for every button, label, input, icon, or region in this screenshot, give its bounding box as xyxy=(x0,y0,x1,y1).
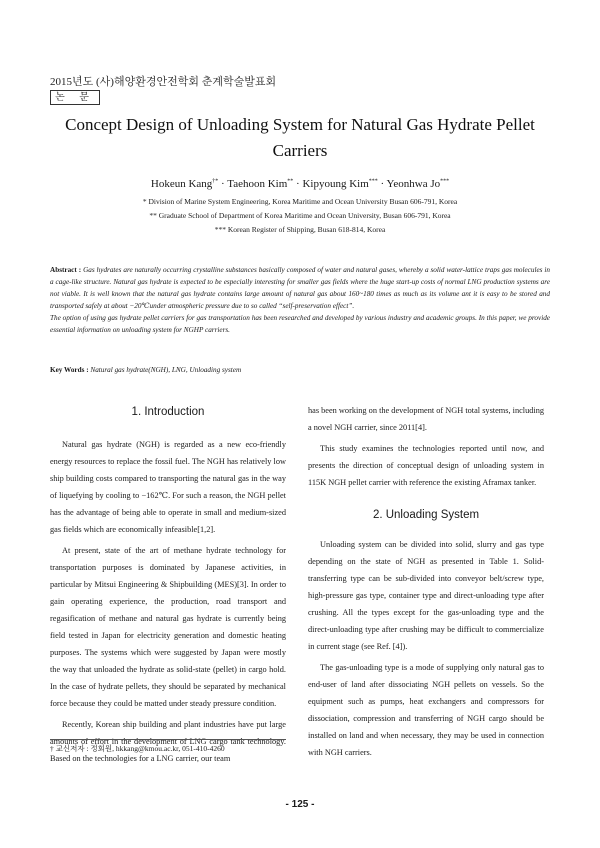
author-4: Yeonhwa Jo xyxy=(386,178,441,190)
author-3: Kipyoung Kim xyxy=(302,178,369,190)
unloading-paragraph-1: Unloading system can be divided into solid, slurry and gas type depending on the state of NGH as presented in Table 1. Solid-transferring type can be sub-divided into conveyor belt/screw type, high-pressure gas type, container type and direct-unloading type after crushing. All the types except for the gas-unloading type and the direct-unloading type after crushing may be difficult to commercialize in current stage (see Ref. [4]). xyxy=(308,540,544,651)
paper-type-badge: 논 문 xyxy=(50,90,100,105)
unloading-paragraph-2: The gas-unloading type is a mode of supplying only natural gas to end-user of land after dissociating NGH pellets on vessels. So the equipment such as pumps, heat exchangers and compressors for dissociation, compression and transferring of NGH cargo should be installed on land and when necessary, they may be used in connection with NGH carriers. xyxy=(308,663,544,757)
conference-header: 2015년도 (사)해양환경안전학회 춘계학술발표회 xyxy=(50,76,277,88)
author-2-mark: ** xyxy=(287,178,294,185)
author-separator: · xyxy=(218,178,228,190)
right-column xyxy=(308,402,544,765)
corresponding-author-footnote: † 교신저자 : 정회원, hkkang@kmou.ac.kr, 051-410-4260 xyxy=(50,744,225,753)
author-separator: · xyxy=(293,178,303,190)
author-2: Taehoon Kim xyxy=(227,178,288,190)
affiliation-1: * Division of Marine System Engineering, Korea Maritime and Ocean University Busan 606-791, Korea xyxy=(142,197,458,206)
intro-paragraph-3: Recently, Korean ship building and plant industries have put large amounts of effort in the development of LNG cargo tank technology. Based on the technologies for a LNG carrier, our team xyxy=(50,720,286,763)
abstract xyxy=(50,264,550,336)
keywords xyxy=(50,366,550,374)
author-3-mark: *** xyxy=(368,178,378,185)
intro-paragraph-1: Natural gas hydrate (NGH) is regarded as a new eco-friendly energy resources to replace the fossil fuel. The NGH has relatively low ship building costs compared to transporting the natural gas in the way of liquefying by cooling to −162℃. For such a reason, the NGH pellet has the advantage of being able to operate in small and medium-sized gas fields which are economically infeasible[1,2]. xyxy=(50,440,286,534)
intro-paragraph-2: At present, state of the art of methane hydrate technology for transportation purposes is dominated by Japanese activities, in particular by Mitsui Engineering & Shipbuilding (MES)[3]. In order to gain operating experience, the production, road transport and regasification of methane and natural gas hydrate is currently being field tested in Japan for electricity generation and domestic heating purposes. The systems which were suggested by Japan were mostly the way that unloaded the hydrate as solid-state (pellet) in cargo hold. In the case of hydrate pellets, they should be separated by mechanical force because they could be matted under steady pressure condition. xyxy=(50,546,286,708)
abstract-paragraph-2: The option of using gas hydrate pellet carriers for gas transportation has been researched and developed by various industry and academic groups. In this paper, we provide essential information on unloading system for NGHP carriers. xyxy=(50,314,550,334)
abstract-paragraph-1: Gas hydrates are naturally occurring crystalline substances basically composed of water and natural gases, whereby a solid water-lattice traps gas molecules in a cage-like structure. Natural gas hydrate is expected to be especially interesting for smaller gas fields where the huge start-up costs of normal LNG production systems are not viable. It is well known that the natural gas hydrate contains large amount of natural gas about 160~180 times as much as its volume ant it is easy to be stored and transported safely at about −20℃under atmospheric pressure due to so called “self-preservation effect”. xyxy=(50,266,551,310)
footnote-divider xyxy=(50,739,286,740)
section-heading-unloading-system: 2. Unloading System xyxy=(372,509,480,521)
intro-paragraph-4: This study examines the technologies reported until now, and presents the direction of conceptual design of unloading system in 115K NGH pellet carrier with reference the existing Aframax tanker. xyxy=(308,444,544,487)
paper-title xyxy=(40,112,560,164)
intro-continued-paragraph: has been working on the development of NGH total systems, including a novel NGH carrier, since 2011[4]. xyxy=(308,406,544,432)
title-line-1: Concept Design of Unloading System for Natural Gas Hydrate Pellet xyxy=(65,115,535,134)
author-1-mark: †* xyxy=(212,178,219,185)
title-line-2: Carriers xyxy=(272,141,328,160)
author-4-mark: *** xyxy=(440,178,450,185)
affiliation-2: ** Graduate School of Department of Korea Maritime and Ocean University, Busan 606-791, Korea xyxy=(149,211,451,220)
page-number: - 125 - xyxy=(285,799,315,810)
author-1: Hokeun Kang xyxy=(150,178,213,190)
author-line xyxy=(40,178,560,190)
abstract-label: Abstract : xyxy=(50,266,82,274)
author-separator: · xyxy=(377,178,387,190)
keywords-label: Key Words : xyxy=(50,366,89,374)
left-column xyxy=(50,404,286,771)
affiliation-3: *** Korean Register of Shipping, Busan 618-814, Korea xyxy=(214,225,386,234)
section-heading-introduction: 1. Introduction xyxy=(131,406,205,418)
keywords-text: Natural gas hydrate(NGH), LNG, Unloading system xyxy=(90,366,242,374)
